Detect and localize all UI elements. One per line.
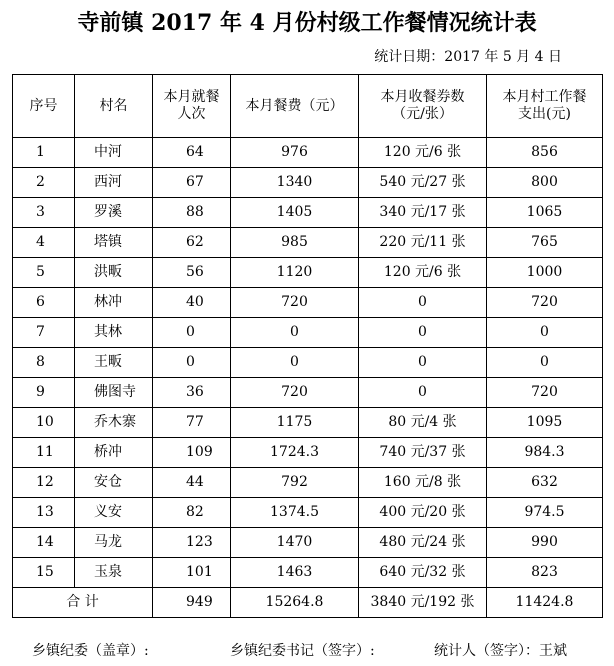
row-village: 其林	[75, 318, 153, 348]
row-fee: 0	[231, 348, 359, 378]
row-expense: 856	[487, 138, 603, 168]
table-row	[13, 468, 603, 498]
header-count-text: 本月就餐人次	[163, 89, 220, 122]
table-row	[13, 348, 603, 378]
row-no: 3	[13, 198, 75, 228]
header-expense	[487, 75, 603, 138]
row-village: 马龙	[75, 528, 153, 558]
row-fee: 0	[231, 318, 359, 348]
row-village: 玉泉	[75, 558, 153, 588]
row-fee: 1340	[231, 168, 359, 198]
total-voucher: 3840 元/192 张	[359, 588, 487, 618]
row-voucher: 0	[359, 318, 487, 348]
row-fee: 1175	[231, 408, 359, 438]
table-body	[13, 138, 603, 618]
row-voucher: 80 元/4 张	[359, 408, 487, 438]
row-count: 101	[153, 558, 231, 588]
row-voucher: 480 元/24 张	[359, 528, 487, 558]
row-count: 0	[153, 348, 231, 378]
row-fee: 720	[231, 288, 359, 318]
row-fee: 1120	[231, 258, 359, 288]
row-expense: 1000	[487, 258, 603, 288]
total-expense: 11424.8	[487, 588, 603, 618]
row-count: 56	[153, 258, 231, 288]
row-fee: 1463	[231, 558, 359, 588]
row-fee: 1405	[231, 198, 359, 228]
row-no: 9	[13, 378, 75, 408]
row-count: 77	[153, 408, 231, 438]
row-count: 88	[153, 198, 231, 228]
row-expense: 823	[487, 558, 603, 588]
row-village: 桥冲	[75, 438, 153, 468]
row-village: 林冲	[75, 288, 153, 318]
row-count: 0	[153, 318, 231, 348]
row-voucher: 400 元/20 张	[359, 498, 487, 528]
table-row	[13, 168, 603, 198]
row-no: 8	[13, 348, 75, 378]
row-no: 1	[13, 138, 75, 168]
row-expense: 0	[487, 348, 603, 378]
row-expense: 984.3	[487, 438, 603, 468]
row-fee: 1374.5	[231, 498, 359, 528]
header-count	[153, 75, 231, 138]
row-voucher: 740 元/37 张	[359, 438, 487, 468]
row-expense: 1095	[487, 408, 603, 438]
row-no: 2	[13, 168, 75, 198]
row-no: 4	[13, 228, 75, 258]
row-count: 64	[153, 138, 231, 168]
row-count: 123	[153, 528, 231, 558]
row-village: 安仓	[75, 468, 153, 498]
row-voucher: 120 元/6 张	[359, 138, 487, 168]
table-row	[13, 258, 603, 288]
table-row	[13, 138, 603, 168]
row-voucher: 340 元/17 张	[359, 198, 487, 228]
table-row	[13, 528, 603, 558]
meal-statistics-table	[12, 74, 603, 618]
row-count: 62	[153, 228, 231, 258]
row-village: 塔镇	[75, 228, 153, 258]
row-expense: 990	[487, 528, 603, 558]
row-village: 罗溪	[75, 198, 153, 228]
row-count: 67	[153, 168, 231, 198]
row-voucher: 540 元/27 张	[359, 168, 487, 198]
row-voucher: 120 元/6 张	[359, 258, 487, 288]
table-header-row	[13, 75, 603, 138]
header-village: 村名	[75, 75, 153, 138]
table-row	[13, 558, 603, 588]
row-expense: 1065	[487, 198, 603, 228]
row-no: 11	[13, 438, 75, 468]
row-village: 王畈	[75, 348, 153, 378]
document-title: 寺前镇 2017 年 4 月份村级工作餐情况统计表	[77, 10, 537, 36]
table-row	[13, 228, 603, 258]
header-expense-text: 本月村工作餐支出(元)	[502, 89, 587, 122]
row-no: 7	[13, 318, 75, 348]
row-fee: 720	[231, 378, 359, 408]
row-village: 西河	[75, 168, 153, 198]
row-expense: 0	[487, 318, 603, 348]
row-count: 44	[153, 468, 231, 498]
row-no: 5	[13, 258, 75, 288]
table-row	[13, 288, 603, 318]
row-count: 82	[153, 498, 231, 528]
table-row	[13, 438, 603, 468]
row-expense: 720	[487, 378, 603, 408]
footer-seal: 乡镇纪委（盖章）:	[32, 643, 149, 659]
row-village: 中河	[75, 138, 153, 168]
row-count: 40	[153, 288, 231, 318]
table-row	[13, 198, 603, 228]
table-row	[13, 318, 603, 348]
header-voucher-text: 本月收餐券数（元/张）	[380, 89, 465, 122]
row-fee: 985	[231, 228, 359, 258]
row-count: 109	[153, 438, 231, 468]
row-voucher: 0	[359, 378, 487, 408]
table-row	[13, 408, 603, 438]
row-expense: 720	[487, 288, 603, 318]
row-no: 13	[13, 498, 75, 528]
header-no: 序号	[13, 75, 75, 138]
total-row	[13, 588, 603, 618]
row-fee: 1470	[231, 528, 359, 558]
row-expense: 765	[487, 228, 603, 258]
row-expense: 800	[487, 168, 603, 198]
header-fee: 本月餐费（元）	[231, 75, 359, 138]
row-village: 义安	[75, 498, 153, 528]
header-voucher	[359, 75, 487, 138]
row-fee: 792	[231, 468, 359, 498]
row-no: 10	[13, 408, 75, 438]
row-count: 36	[153, 378, 231, 408]
footer-secretary: 乡镇纪委书记（签字）:	[230, 643, 375, 659]
row-voucher: 0	[359, 288, 487, 318]
footer-statistician: 统计人（签字）：王斌	[434, 643, 567, 659]
total-fee: 15264.8	[231, 588, 359, 618]
row-village: 洪畈	[75, 258, 153, 288]
statistics-date: 统计日期：2017 年 5 月 4 日	[374, 49, 562, 65]
row-expense: 974.5	[487, 498, 603, 528]
row-no: 12	[13, 468, 75, 498]
row-no: 6	[13, 288, 75, 318]
row-fee: 1724.3	[231, 438, 359, 468]
row-voucher: 220 元/11 张	[359, 228, 487, 258]
row-expense: 632	[487, 468, 603, 498]
total-count: 949	[153, 588, 231, 618]
row-village: 佛图寺	[75, 378, 153, 408]
table-row	[13, 498, 603, 528]
row-no: 15	[13, 558, 75, 588]
table-row	[13, 378, 603, 408]
row-voucher: 160 元/8 张	[359, 468, 487, 498]
row-voucher: 640 元/32 张	[359, 558, 487, 588]
row-village: 乔木寨	[75, 408, 153, 438]
row-voucher: 0	[359, 348, 487, 378]
row-fee: 976	[231, 138, 359, 168]
total-label: 合 计	[13, 588, 153, 618]
row-no: 14	[13, 528, 75, 558]
